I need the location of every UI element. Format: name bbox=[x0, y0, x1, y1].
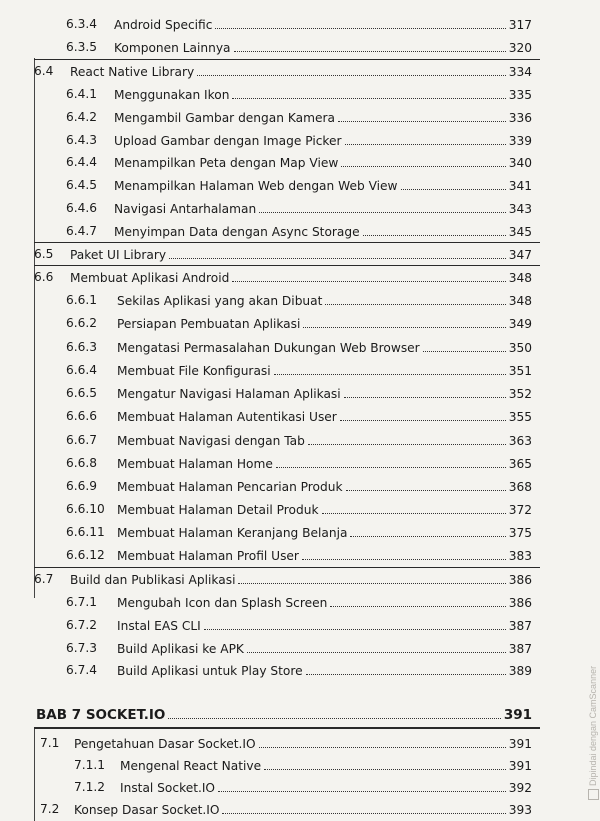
dot-leader bbox=[264, 755, 506, 770]
entry-number: 6.7.1 bbox=[66, 595, 98, 609]
section-rule bbox=[34, 567, 540, 568]
toc-entry[interactable] bbox=[0, 175, 600, 195]
entry-title: Membuat Halaman Autentikasi User bbox=[117, 410, 337, 424]
dot-leader bbox=[234, 37, 506, 52]
dot-leader bbox=[322, 499, 506, 514]
dot-leader bbox=[169, 244, 506, 259]
entry-title: Instal Socket.IO bbox=[120, 781, 216, 795]
entry-number: 6.4.2 bbox=[66, 110, 98, 124]
dot-leader bbox=[363, 221, 506, 236]
dot-leader bbox=[344, 383, 506, 398]
chapter-page: 391 bbox=[503, 707, 532, 723]
toc-entry[interactable] bbox=[0, 61, 600, 81]
scanner-watermark bbox=[588, 666, 599, 800]
dot-leader bbox=[325, 290, 505, 305]
entry-number: 6.6.5 bbox=[66, 386, 98, 400]
entry-page: 386 bbox=[508, 596, 532, 610]
toc-entry[interactable] bbox=[0, 14, 600, 34]
toc-entry[interactable] bbox=[0, 221, 600, 241]
toc-entry[interactable] bbox=[0, 545, 600, 565]
entry-page: 363 bbox=[508, 434, 532, 448]
entry-title: Pengetahuan Dasar Socket.IO bbox=[74, 737, 256, 751]
entry-page: 352 bbox=[508, 387, 532, 401]
entry-number: 7.1.1 bbox=[74, 758, 106, 772]
entry-page: 375 bbox=[508, 526, 532, 540]
entry-page: 387 bbox=[508, 619, 532, 633]
toc-entry[interactable] bbox=[0, 799, 600, 819]
entry-number: 6.6.11 bbox=[66, 525, 105, 539]
toc-entry[interactable] bbox=[0, 290, 600, 310]
entry-page: 391 bbox=[508, 759, 532, 773]
entry-number: 6.3.4 bbox=[66, 17, 98, 31]
entry-number: 6.6.6 bbox=[66, 409, 98, 423]
toc-entry[interactable] bbox=[0, 476, 600, 496]
entry-page: 334 bbox=[508, 65, 532, 79]
entry-title: Menggunakan Ikon bbox=[114, 88, 230, 102]
dot-leader bbox=[197, 61, 506, 76]
toc-entry[interactable] bbox=[0, 733, 600, 753]
entry-title: Membuat Halaman Home bbox=[117, 457, 273, 471]
section-rule bbox=[34, 265, 540, 266]
entry-number: 6.7.4 bbox=[66, 663, 98, 677]
toc-entry[interactable] bbox=[0, 130, 600, 150]
entry-number: 6.6.2 bbox=[66, 316, 98, 330]
section-rule bbox=[34, 242, 540, 243]
entry-title: Navigasi Antarhalaman bbox=[114, 202, 257, 216]
toc-entry[interactable] bbox=[0, 267, 600, 287]
dot-leader bbox=[232, 84, 505, 99]
entry-title: Menampilkan Halaman Web dengan Web View bbox=[114, 179, 398, 193]
entry-title: Mengambil Gambar dengan Kamera bbox=[114, 111, 335, 125]
toc-entry[interactable] bbox=[0, 453, 600, 473]
toc-entry[interactable] bbox=[0, 107, 600, 127]
toc-entry[interactable] bbox=[0, 592, 600, 612]
entry-number: 7.2 bbox=[40, 802, 60, 816]
entry-title: Build Aplikasi untuk Play Store bbox=[117, 664, 303, 678]
entry-title: Komponen Lainnya bbox=[114, 41, 231, 55]
dot-leader bbox=[302, 545, 506, 560]
dot-leader bbox=[168, 704, 500, 719]
dot-leader bbox=[303, 313, 505, 328]
entry-title: Mengatur Navigasi Halaman Aplikasi bbox=[117, 387, 341, 401]
entry-title: Mengubah Icon dan Splash Screen bbox=[117, 596, 328, 610]
dot-leader bbox=[341, 152, 505, 167]
dot-leader bbox=[346, 476, 506, 491]
entry-title: Membuat Halaman Keranjang Belanja bbox=[117, 526, 348, 540]
dot-leader bbox=[204, 615, 506, 630]
entry-number: 6.4.6 bbox=[66, 201, 98, 215]
entry-number: 6.4 bbox=[34, 64, 54, 78]
toc-entry[interactable] bbox=[0, 84, 600, 104]
entry-title: Mengatasi Permasalahan Dukungan Web Browser bbox=[117, 341, 420, 355]
entry-number: 7.1.2 bbox=[74, 780, 106, 794]
entry-title: Instal EAS CLI bbox=[117, 619, 201, 633]
entry-title: Membuat File Konfigurasi bbox=[117, 364, 271, 378]
entry-number: 6.6.4 bbox=[66, 363, 98, 377]
entry-number: 6.6.3 bbox=[66, 340, 98, 354]
toc-entry[interactable] bbox=[0, 777, 600, 797]
entry-title: Build dan Publikasi Aplikasi bbox=[70, 573, 236, 587]
dot-leader bbox=[345, 130, 506, 145]
entry-number: 6.4.5 bbox=[66, 178, 98, 192]
entry-page: 345 bbox=[508, 225, 532, 239]
dot-leader bbox=[330, 592, 505, 607]
entry-page: 349 bbox=[508, 317, 532, 331]
entry-number: 6.7 bbox=[34, 572, 54, 586]
dot-leader bbox=[308, 430, 506, 445]
entry-title: Build Aplikasi ke APK bbox=[117, 642, 244, 656]
entry-page: 392 bbox=[508, 781, 532, 795]
toc-entry[interactable] bbox=[0, 198, 600, 218]
toc-entry[interactable] bbox=[0, 383, 600, 403]
entry-number: 6.4.4 bbox=[66, 155, 98, 169]
entry-page: 391 bbox=[508, 737, 532, 751]
entry-page: 393 bbox=[508, 803, 532, 817]
entry-number: 6.6.10 bbox=[66, 502, 105, 516]
entry-title: Konsep Dasar Socket.IO bbox=[74, 803, 220, 817]
entry-title: Android Specific bbox=[114, 18, 213, 32]
dot-leader bbox=[401, 175, 506, 190]
entry-number: 6.4.3 bbox=[66, 133, 98, 147]
entry-title: Membuat Halaman Profil User bbox=[117, 549, 299, 563]
toc-entry[interactable] bbox=[0, 37, 600, 57]
toc-entry[interactable] bbox=[0, 244, 600, 264]
entry-page: 383 bbox=[508, 549, 532, 563]
toc-entry[interactable] bbox=[0, 313, 600, 333]
entry-page: 368 bbox=[508, 480, 532, 494]
entry-page: 355 bbox=[508, 410, 532, 424]
entry-page: 339 bbox=[508, 134, 532, 148]
entry-title: Persiapan Pembuatan Aplikasi bbox=[117, 317, 301, 331]
entry-title: Mengenal React Native bbox=[120, 759, 262, 773]
entry-page: 387 bbox=[508, 642, 532, 656]
entry-page: 389 bbox=[508, 664, 532, 678]
toc-entry[interactable] bbox=[0, 499, 600, 519]
entry-number: 6.6.7 bbox=[66, 433, 98, 447]
dot-leader bbox=[238, 569, 505, 584]
entry-page: 365 bbox=[508, 457, 532, 471]
entry-page: 348 bbox=[508, 271, 532, 285]
dot-leader bbox=[247, 638, 506, 653]
entry-page: 348 bbox=[508, 294, 532, 308]
entry-number: 6.3.5 bbox=[66, 40, 98, 54]
watermark-text: Dipindai dengan CamScanner bbox=[588, 665, 598, 786]
entry-page: 340 bbox=[508, 156, 532, 170]
toc-entry[interactable] bbox=[0, 360, 600, 380]
entry-title: Membuat Navigasi dengan Tab bbox=[117, 434, 305, 448]
entry-number: 6.6.8 bbox=[66, 456, 98, 470]
entry-page: 347 bbox=[508, 248, 532, 262]
toc-entry[interactable] bbox=[0, 337, 600, 357]
dot-leader bbox=[232, 267, 505, 282]
toc-entry[interactable] bbox=[0, 406, 600, 426]
entry-page: 386 bbox=[508, 573, 532, 587]
entry-page: 336 bbox=[508, 111, 532, 125]
entry-title: Paket UI Library bbox=[70, 248, 167, 262]
toc-entry[interactable] bbox=[0, 430, 600, 450]
entry-number: 6.6.12 bbox=[66, 548, 105, 562]
toc-entry[interactable] bbox=[0, 615, 600, 635]
toc-entry[interactable] bbox=[0, 638, 600, 658]
entry-page: 351 bbox=[508, 364, 532, 378]
dot-leader bbox=[222, 799, 505, 814]
dot-leader bbox=[218, 777, 506, 792]
entry-number: 7.1 bbox=[40, 736, 60, 750]
dot-leader bbox=[340, 406, 506, 421]
entry-title: Menyimpan Data dengan Async Storage bbox=[114, 225, 360, 239]
entry-page: 372 bbox=[508, 503, 532, 517]
dot-leader bbox=[259, 733, 506, 748]
entry-number: 6.4.1 bbox=[66, 87, 98, 101]
entry-title: Membuat Halaman Detail Produk bbox=[117, 503, 319, 517]
chapter-heading[interactable] bbox=[0, 704, 600, 724]
entry-page: 335 bbox=[508, 88, 532, 102]
entry-title: Membuat Aplikasi Android bbox=[70, 271, 230, 285]
toc-entry[interactable] bbox=[0, 152, 600, 172]
dot-leader bbox=[276, 453, 506, 468]
entry-title: Sekilas Aplikasi yang akan Dibuat bbox=[117, 294, 323, 308]
chapter-title: BAB 7 SOCKET.IO bbox=[36, 707, 166, 723]
toc-entry[interactable] bbox=[0, 755, 600, 775]
entry-page: 343 bbox=[508, 202, 532, 216]
dot-leader bbox=[306, 660, 506, 675]
entry-title: Upload Gambar dengan Image Picker bbox=[114, 134, 342, 148]
entry-page: 317 bbox=[508, 18, 532, 32]
entry-number: 6.4.7 bbox=[66, 224, 98, 238]
entry-number: 6.5 bbox=[34, 247, 54, 261]
entry-number: 6.7.2 bbox=[66, 618, 98, 632]
section-rule bbox=[34, 59, 540, 60]
entry-number: 6.6 bbox=[34, 270, 54, 284]
entry-title: Menampilkan Peta dengan Map View bbox=[114, 156, 339, 170]
dot-leader bbox=[215, 14, 505, 29]
entry-page: 341 bbox=[508, 179, 532, 193]
entry-number: 6.6.1 bbox=[66, 293, 98, 307]
entry-page: 350 bbox=[508, 341, 532, 355]
entry-page: 320 bbox=[508, 41, 532, 55]
entry-number: 6.7.3 bbox=[66, 641, 98, 655]
toc-entry[interactable] bbox=[0, 569, 600, 589]
entry-title: React Native Library bbox=[70, 65, 195, 79]
dot-leader bbox=[350, 522, 505, 537]
camscanner-icon bbox=[588, 789, 599, 800]
dot-leader bbox=[338, 107, 506, 122]
entry-number: 6.6.9 bbox=[66, 479, 98, 493]
toc-entry[interactable] bbox=[0, 660, 600, 680]
entry-title: Membuat Halaman Pencarian Produk bbox=[117, 480, 343, 494]
chapter-rule bbox=[34, 727, 540, 729]
dot-leader bbox=[259, 198, 506, 213]
dot-leader bbox=[274, 360, 506, 375]
dot-leader bbox=[423, 337, 506, 352]
toc-entry[interactable] bbox=[0, 522, 600, 542]
